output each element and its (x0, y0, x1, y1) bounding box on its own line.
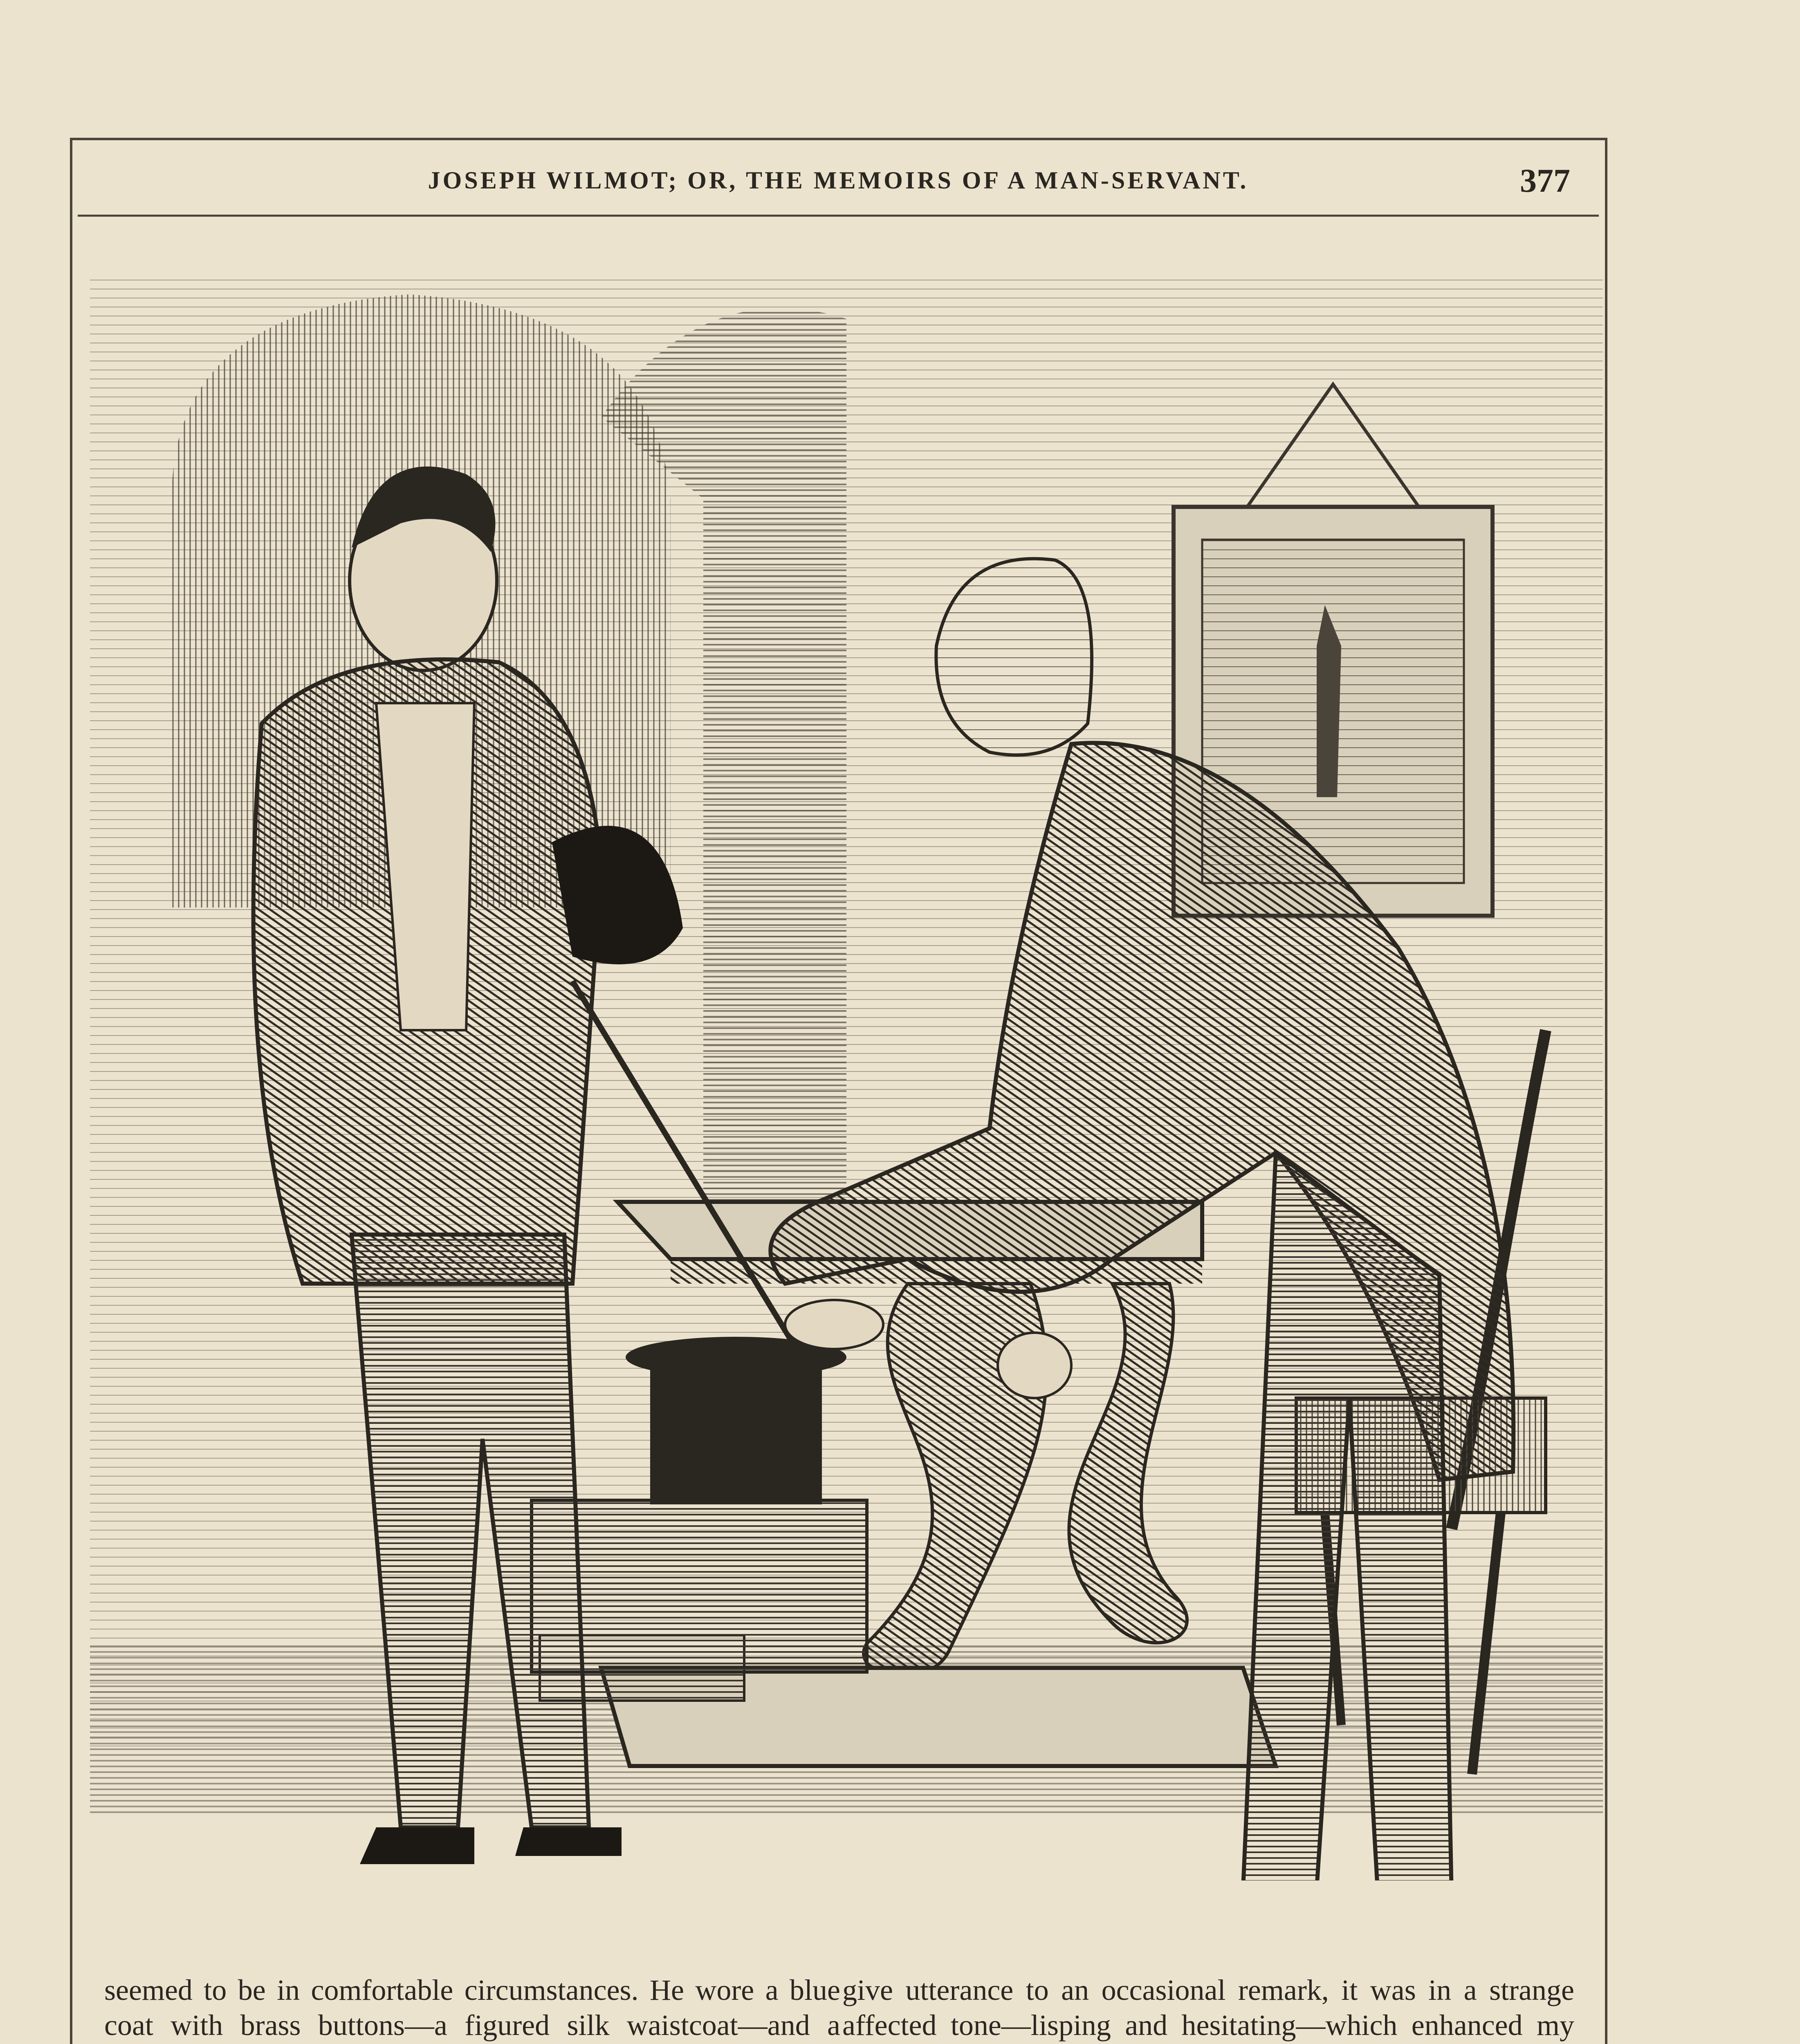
page-number: 377 (1520, 162, 1570, 199)
right-paragraph-1: give utterance to an occasional remark, it was in a strange affected tone—lisping and hesitating—which enhanced my (842, 1974, 1574, 2042)
running-head (78, 145, 1599, 217)
running-title: JOSEPH WILMOT; OR, THE MEMOIRS OF A MAN-SERVANT. (428, 167, 1249, 194)
right-text-column (842, 1972, 1574, 2044)
left-paragraph-1: seemed to be in comfortable circumstances. He wore a blue coat with brass buttons—a figured silk waistcoat—and a (104, 1974, 840, 2042)
left-text-column (104, 1972, 840, 2044)
engraving-svg (90, 213, 1603, 1880)
engraving-illustration (90, 213, 1603, 1880)
